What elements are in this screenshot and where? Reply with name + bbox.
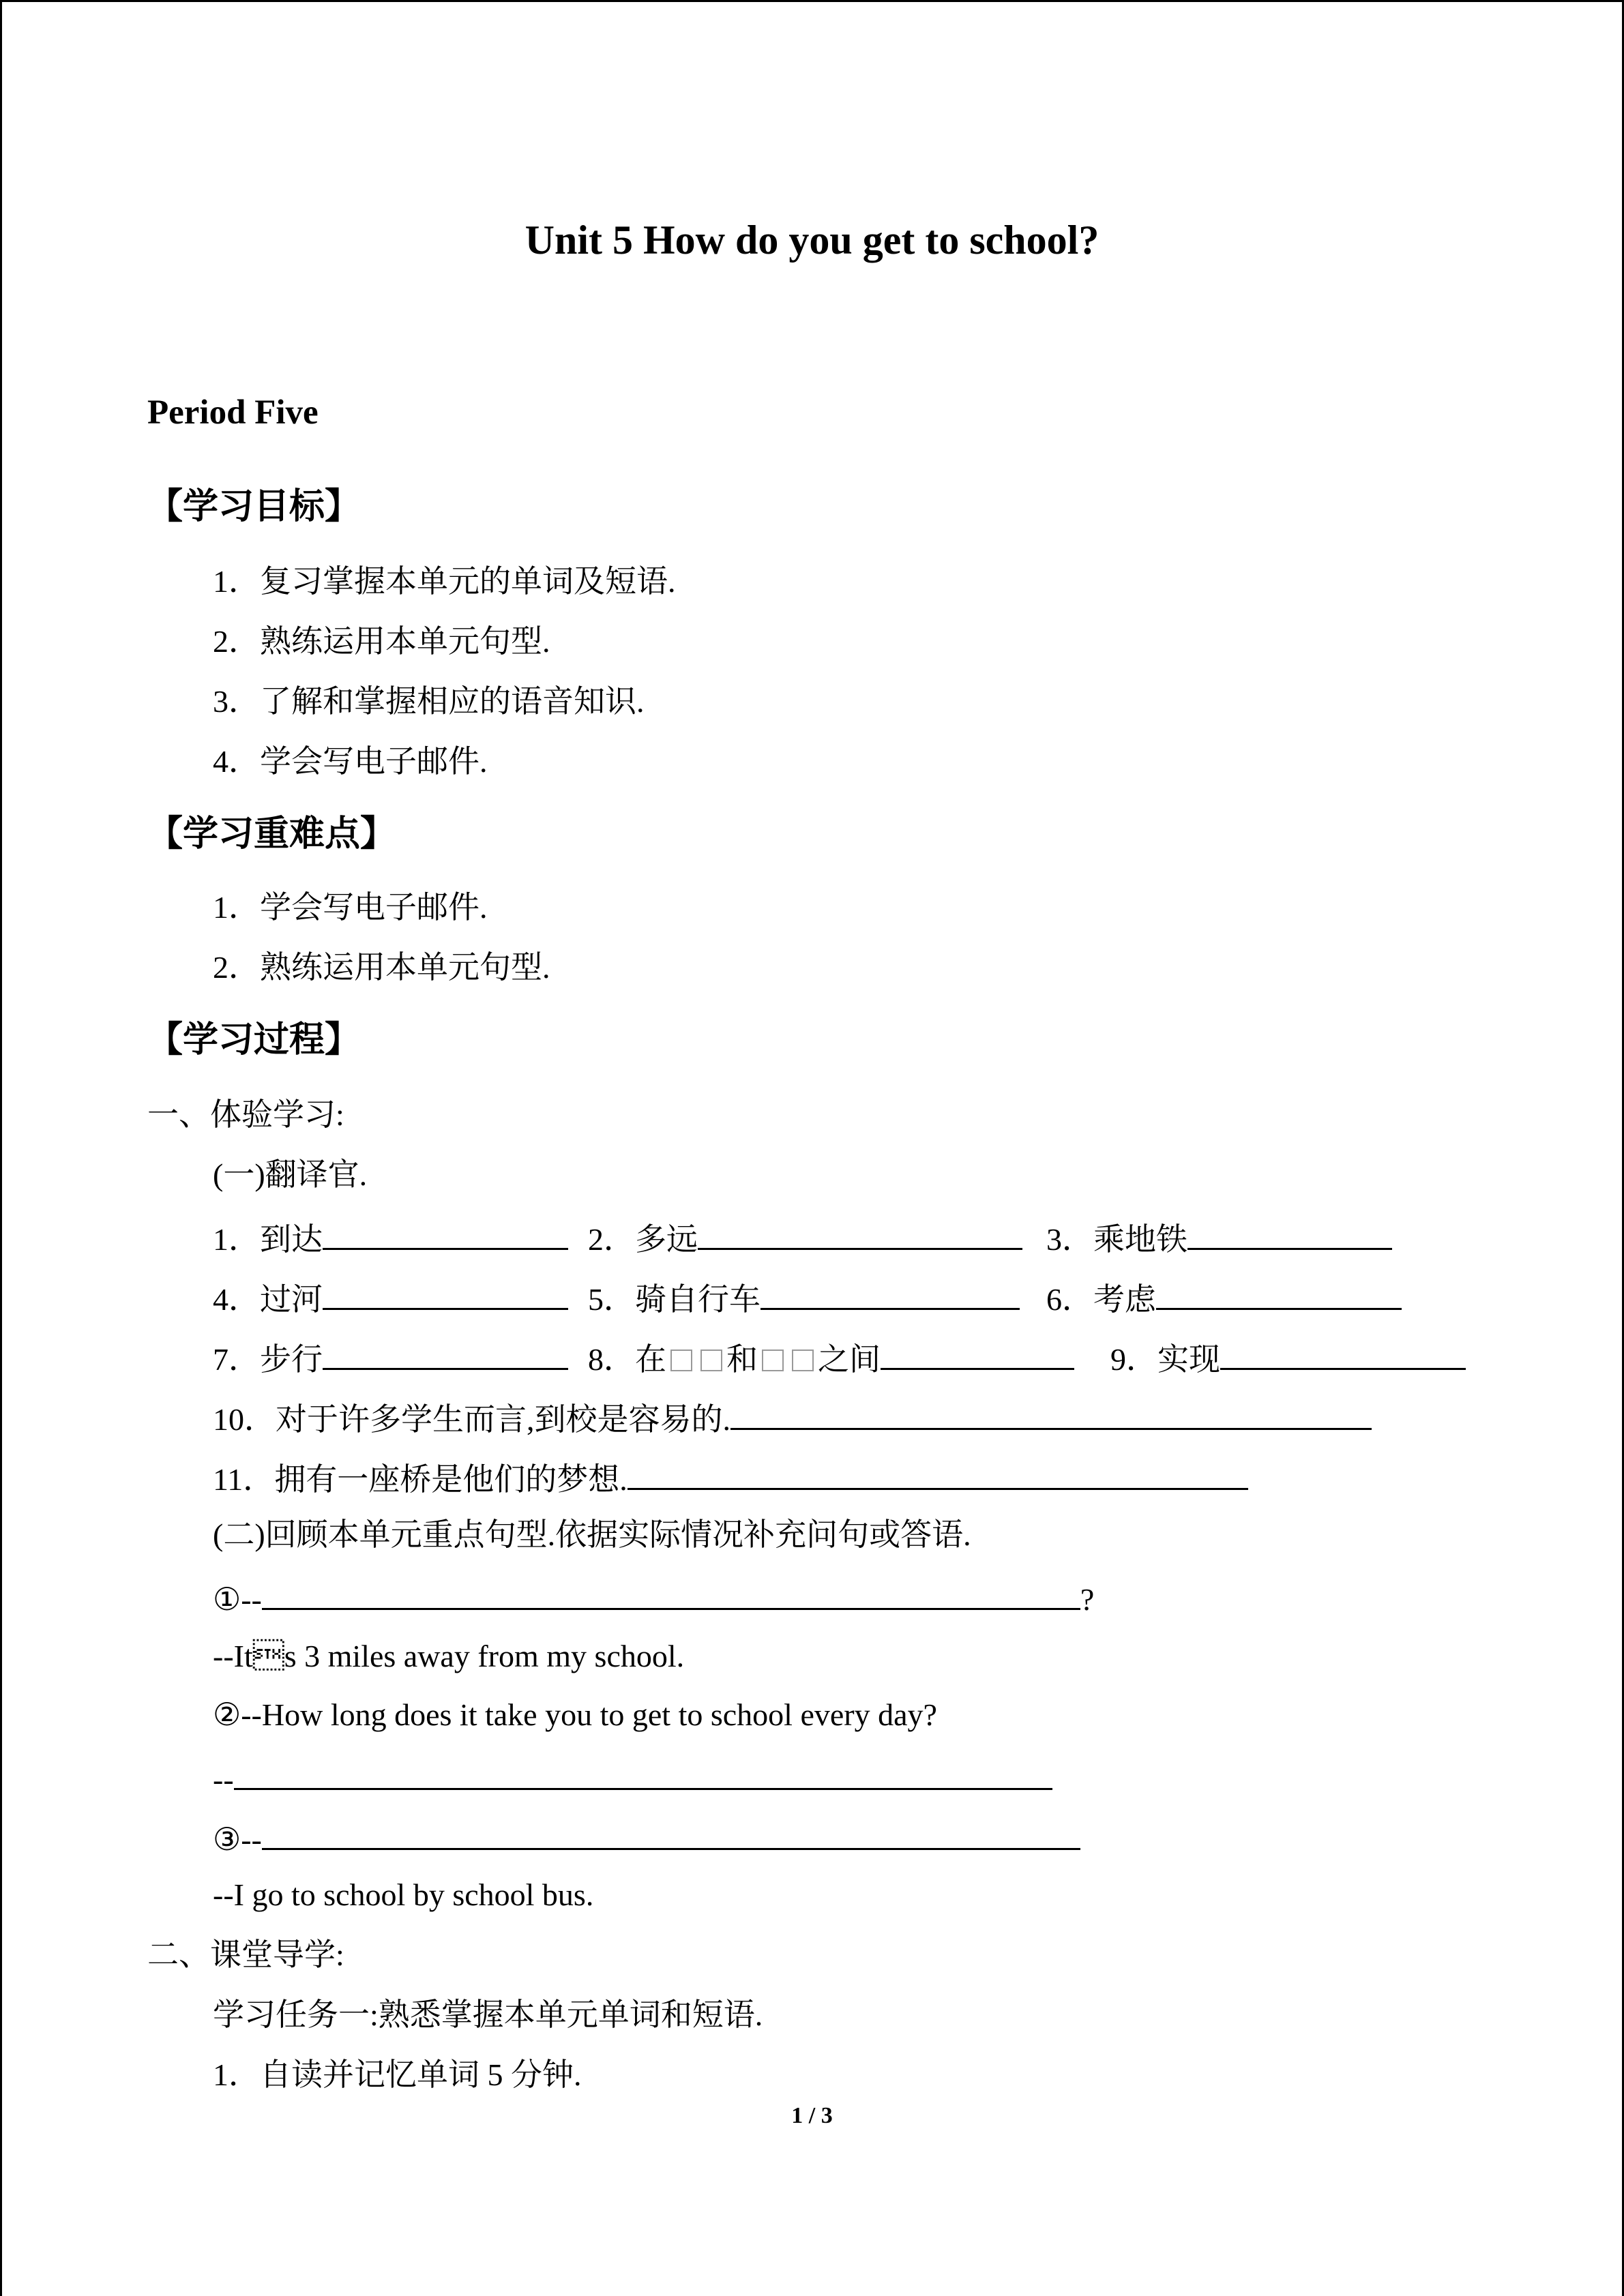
placeholder-box [762, 1350, 784, 1371]
process-heading: 【学习过程】 [147, 1019, 361, 1060]
placeholder-box [700, 1350, 722, 1371]
answer-blank[interactable] [628, 1459, 1248, 1490]
dialogue-answer-2: -- [213, 1759, 1052, 1795]
answer-blank[interactable] [234, 1759, 1052, 1790]
answer-blank[interactable] [1156, 1279, 1402, 1310]
answer-blank[interactable] [262, 1579, 1080, 1610]
task-step-1: 1．自读并记忆单词 5 分钟. [213, 2057, 582, 2092]
page-number: 1 / 3 [791, 2103, 833, 2128]
translator-subheading: (一)翻译官. [213, 1157, 368, 1192]
dialogue-question-3: ③-- [213, 1819, 1080, 1855]
document-title: Unit 5 How do you get to school? [525, 218, 1099, 263]
sentence-review-subheading: (二)回顾本单元重点句型.依据实际情况补充问句或答语. [213, 1517, 971, 1552]
translate-item-1: 1．到达 [213, 1219, 568, 1255]
objectives-heading: 【学习目标】 [147, 486, 361, 527]
answer-blank[interactable] [730, 1399, 1372, 1430]
translate-item-2: 2．多远 [588, 1219, 1022, 1255]
placeholder-box [792, 1350, 814, 1371]
translate-item-8: 8．在 和 之间 [588, 1339, 1074, 1375]
translate-item-10: 10．对于许多学生而言,到校是容易的. [213, 1399, 1372, 1435]
dialogue-answer-1: --Its 3 miles away from my school. [213, 1639, 685, 1673]
dialogue-question-2: ②--How long does it take you to get to school every day? [213, 1697, 937, 1732]
placeholder-box [670, 1350, 692, 1371]
key-point-item: 2．熟练运用本单元句型. [213, 950, 550, 985]
answer-blank[interactable] [323, 1219, 568, 1250]
part1-label: 一、体验学习: [147, 1097, 344, 1132]
translate-item-5: 5．骑自行车 [588, 1279, 1020, 1315]
translate-item-9: 9．实现 [1110, 1339, 1466, 1375]
answer-blank[interactable] [881, 1339, 1074, 1370]
objective-item: 3．了解和掌握相应的语音知识. [213, 684, 645, 719]
objective-item: 2．熟练运用本单元句型. [213, 624, 550, 659]
answer-blank[interactable] [761, 1279, 1020, 1310]
part2-label: 二、课堂导学: [147, 1937, 344, 1972]
key-point-item: 1．学会写电子邮件. [213, 890, 488, 925]
answer-blank[interactable] [323, 1279, 568, 1310]
answer-blank[interactable] [698, 1219, 1022, 1250]
translate-item-4: 4．过河 [213, 1279, 568, 1315]
translate-item-3: 3．乘地铁 [1046, 1219, 1392, 1255]
answer-blank[interactable] [1220, 1339, 1466, 1370]
translate-item-7: 7．步行 [213, 1339, 568, 1375]
learning-task-1: 学习任务一:熟悉掌握本单元单词和短语. [213, 1997, 763, 2032]
dialogue-question-1: ①-- ? [213, 1579, 1094, 1615]
objective-item: 4．学会写电子邮件. [213, 744, 488, 779]
answer-blank[interactable] [262, 1819, 1080, 1850]
translate-item-11: 11．拥有一座桥是他们的梦想. [213, 1459, 1248, 1495]
answer-blank[interactable] [323, 1339, 568, 1370]
objective-item: 1．复习掌握本单元的单词及短语. [213, 564, 676, 599]
dialogue-answer-3: --I go to school by school bus. [213, 1877, 594, 1912]
period-label: Period Five [147, 393, 319, 432]
key-points-heading: 【学习重难点】 [147, 814, 396, 854]
answer-blank[interactable] [1187, 1219, 1392, 1250]
translate-item-6: 6．考虑 [1046, 1279, 1402, 1315]
